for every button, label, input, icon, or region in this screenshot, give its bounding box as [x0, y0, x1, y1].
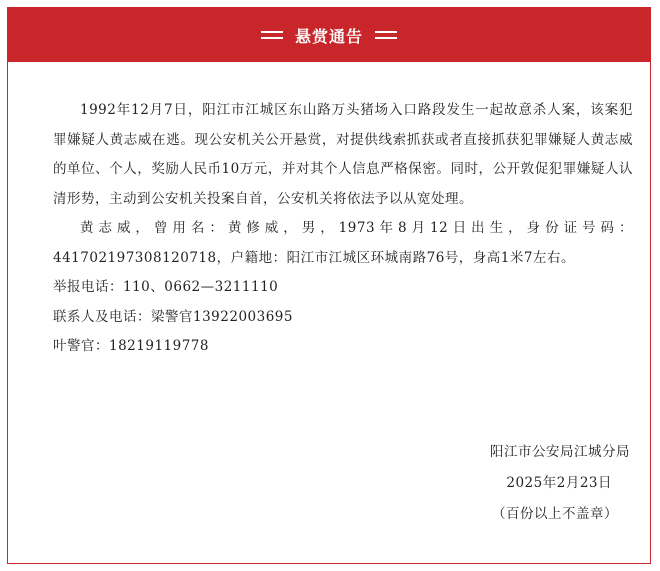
issuer: 阳江市公安局江城分局: [490, 444, 630, 460]
contact-secondary: 叶警官：18219119778: [53, 338, 209, 354]
notice-banner: [8, 8, 650, 62]
left-decoration-icon: [261, 31, 283, 39]
notice-title: 悬赏通告: [294, 26, 363, 46]
signature-block: [490, 437, 630, 530]
contact-primary: 联系人及电话：梁警官13922003695: [53, 308, 293, 325]
report-phone: 举报电话：110、0662—3211110: [53, 279, 279, 295]
notice-body: [53, 96, 633, 362]
issue-date: 2025年2月23日: [506, 475, 612, 491]
right-decoration-icon: [375, 31, 397, 39]
stamp-note: （百份以上不盖章）: [492, 506, 618, 522]
paragraph-case: 1992年12月7日，阳江市江城区东山路万头猪场入口路段发生一起故意杀人案，该案犯罪嫌疑人黄志威在逃。现公安机关公开悬赏，对提供线索抓获或者直接抓获犯罪嫌疑人黄志威的单位、个人，奖励人民币10万元，并对其个人信息严格保密。同时，公开敦促犯罪嫌疑人认清形势，主动到公安机关投案自首，公安机关将依法予以从宽处理。: [53, 102, 633, 207]
banner-inner: [261, 24, 397, 47]
paragraph-suspect: 黄志威，曾用名：黄修威，男，1973年8月12日出生，身份证号码：441702197308120718，户籍地：阳江市江城区环城南路76号，身高1米7左右。: [53, 220, 633, 266]
